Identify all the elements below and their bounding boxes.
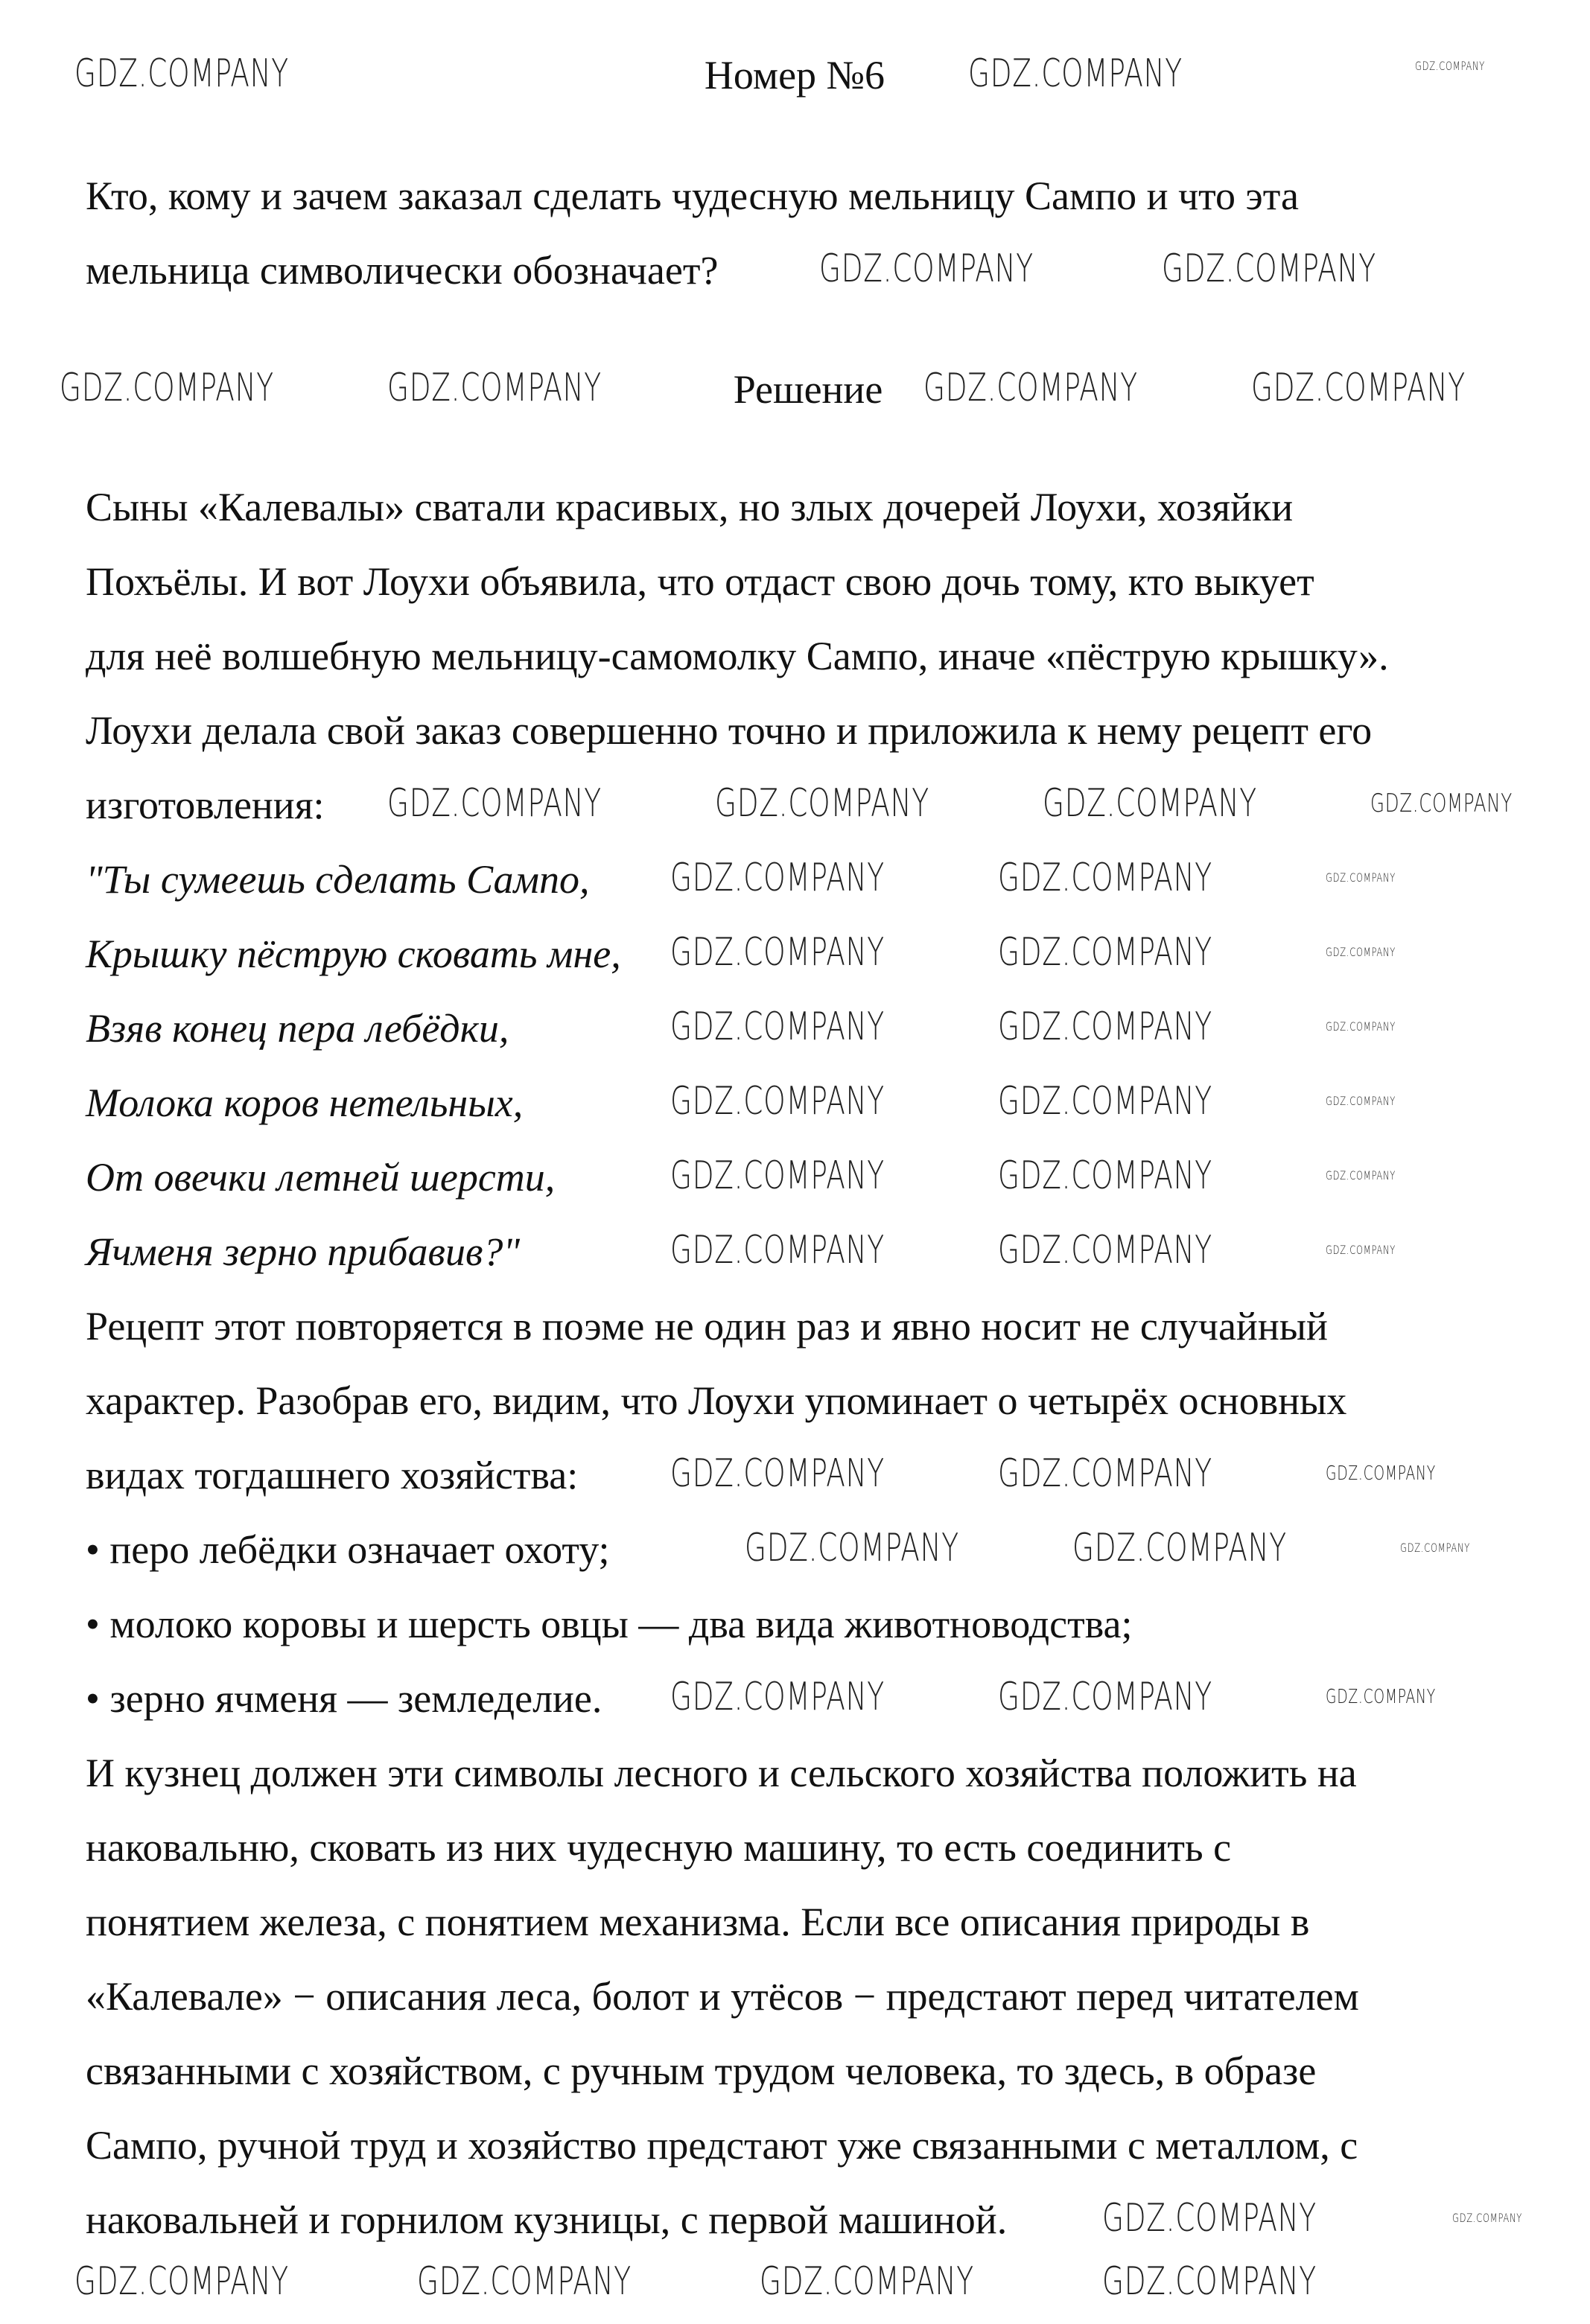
watermark: GDZ.COMPANY — [670, 1228, 885, 1273]
watermark: GDZ.COMPANY — [998, 1153, 1212, 1198]
watermark: GDZ.COMPANY — [387, 781, 602, 826]
watermark: GDZ.COMPANY — [1326, 945, 1396, 959]
watermark: GDZ.COMPANY — [1452, 2211, 1523, 2225]
watermark: GDZ.COMPANY — [998, 1228, 1212, 1273]
watermark: GDZ.COMPANY — [417, 2259, 632, 2304]
body-line: связанными с хозяйством, с ручным трудом человека, то здесь, в образе — [86, 2048, 1317, 2093]
poem-line: Молока коров нетельных, — [86, 1080, 524, 1125]
watermark: GDZ.COMPANY — [1326, 870, 1396, 885]
watermark: GDZ.COMPANY — [1251, 366, 1466, 410]
body-line: • зерно ячменя — земледелие. — [86, 1676, 602, 1721]
watermark: GDZ.COMPANY — [1326, 1686, 1436, 1708]
watermark: GDZ.COMPANY — [998, 1675, 1212, 1719]
watermark: GDZ.COMPANY — [1043, 781, 1257, 826]
watermark: GDZ.COMPANY — [1072, 1526, 1287, 1570]
watermark: GDZ.COMPANY — [998, 930, 1212, 975]
watermark: GDZ.COMPANY — [1415, 59, 1486, 73]
body-line: Сыны «Калевалы» сватали красивых, но злых дочерей Лоухи, хозяйки — [86, 485, 1294, 529]
body-line: И кузнец должен эти символы лесного и сельского хозяйства положить на — [86, 1751, 1357, 1795]
solution-heading: Решение — [733, 367, 883, 412]
watermark: GDZ.COMPANY — [74, 51, 289, 96]
watermark: GDZ.COMPANY — [670, 1079, 885, 1124]
watermark: GDZ.COMPANY — [819, 246, 1034, 291]
question-line-2: мельница символически обозначает? — [86, 248, 719, 293]
watermark: GDZ.COMPANY — [968, 51, 1183, 96]
poem-line: Взяв конец пера лебёдки, — [86, 1006, 509, 1051]
body-line: наковальню, сковать из них чудесную машину, то есть соединить с — [86, 1825, 1232, 1870]
watermark: GDZ.COMPANY — [74, 2259, 289, 2304]
body-line: для неё волшебную мельницу-самомолку Сампо, иначе «пёструю крышку». — [86, 634, 1389, 678]
watermark: GDZ.COMPANY — [998, 1451, 1212, 1496]
body-line: Похъёлы. И вот Лоухи объявила, что отдаст свою дочь тому, кто выкует — [86, 559, 1314, 604]
body-line: изготовления: — [86, 783, 325, 827]
watermark: GDZ.COMPANY — [1326, 1243, 1396, 1257]
watermark: GDZ.COMPANY — [998, 1079, 1212, 1124]
body-line: характер. Разобрав его, видим, что Лоухи упоминает о четырёх основных — [86, 1378, 1347, 1423]
watermark: GDZ.COMPANY — [1162, 246, 1376, 291]
watermark: GDZ.COMPANY — [923, 366, 1138, 410]
poem-line: От овечки летней шерсти, — [86, 1155, 556, 1200]
watermark: GDZ.COMPANY — [760, 2259, 974, 2304]
watermark: GDZ.COMPANY — [745, 1526, 959, 1570]
watermark: GDZ.COMPANY — [1102, 2259, 1317, 2304]
body-line: • перо лебёдки означает охоту; — [86, 1527, 610, 1572]
question-line-1: Кто, кому и зачем заказал сделать чудесную мельницу Сампо и что эта — [86, 173, 1299, 218]
poem-line: Ячменя зерно прибавив?" — [86, 1229, 521, 1274]
watermark: GDZ.COMPANY — [1102, 2196, 1317, 2241]
page-title: Номер №6 — [704, 53, 885, 98]
watermark: GDZ.COMPANY — [998, 1005, 1212, 1049]
watermark: GDZ.COMPANY — [1400, 1541, 1471, 1555]
poem-line: Крышку пёструю сковать мне, — [86, 932, 621, 976]
watermark: GDZ.COMPANY — [1326, 1168, 1396, 1182]
watermark: GDZ.COMPANY — [670, 1451, 885, 1496]
watermark: GDZ.COMPANY — [670, 856, 885, 900]
watermark: GDZ.COMPANY — [998, 856, 1212, 900]
watermark: GDZ.COMPANY — [670, 1675, 885, 1719]
body-line: «Калевале» − описания леса, болот и утёсов − предстают перед читателем — [86, 1974, 1359, 2019]
watermark: GDZ.COMPANY — [670, 1153, 885, 1198]
watermark: GDZ.COMPANY — [1326, 1462, 1436, 1485]
watermark: GDZ.COMPANY — [1370, 789, 1513, 818]
body-line: Сампо, ручной труд и хозяйство предстают уже связанными с металлом, с — [86, 2123, 1358, 2168]
watermark: GDZ.COMPANY — [670, 1005, 885, 1049]
body-line: Лоухи делала свой заказ совершенно точно и приложила к нему рецепт его — [86, 708, 1373, 753]
body-line: Рецепт этот повторяется в поэме не один раз и явно носит не случайный — [86, 1304, 1328, 1349]
body-line: видах тогдашнего хозяйства: — [86, 1453, 579, 1497]
watermark: GDZ.COMPANY — [670, 930, 885, 975]
body-line: наковальней и горнилом кузницы, с первой машиной. — [86, 2197, 1008, 2242]
watermark: GDZ.COMPANY — [1326, 1094, 1396, 1108]
watermark: GDZ.COMPANY — [387, 366, 602, 410]
body-line: • молоко коровы и шерсть овцы — два вида животноводства; — [86, 1602, 1133, 1646]
watermark: GDZ.COMPANY — [60, 366, 274, 410]
watermark: GDZ.COMPANY — [715, 781, 929, 826]
poem-line: "Ты сумеешь сделать Сампо, — [86, 857, 590, 902]
watermark: GDZ.COMPANY — [1326, 1019, 1396, 1034]
body-line: понятием железа, с понятием механизма. Если все описания природы в — [86, 1900, 1310, 1944]
